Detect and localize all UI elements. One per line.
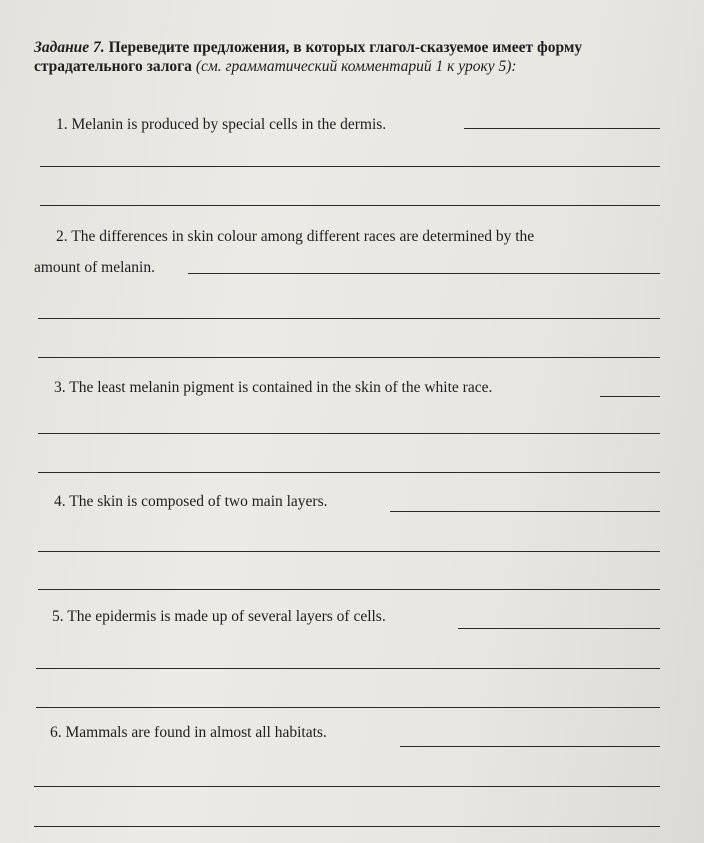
- answer-line[interactable]: [458, 628, 660, 629]
- task-header: [34, 38, 670, 76]
- sentence-6: 6. Mammals are found in almost all habitats.: [50, 724, 327, 741]
- answer-line[interactable]: [390, 511, 660, 512]
- answer-line[interactable]: [38, 357, 660, 358]
- answer-line[interactable]: [38, 551, 660, 552]
- sentence-5: 5. The epidermis is made up of several layers of cells.: [52, 608, 386, 625]
- answer-line[interactable]: [38, 589, 660, 590]
- task-label: Задание 7.: [34, 39, 105, 56]
- answer-line[interactable]: [36, 668, 660, 669]
- sentence-1: 1. Melanin is produced by special cells in the dermis.: [56, 116, 387, 133]
- answer-line[interactable]: [34, 826, 660, 827]
- answer-line[interactable]: [40, 166, 660, 167]
- answer-line[interactable]: [36, 707, 660, 708]
- answer-line[interactable]: [34, 786, 660, 787]
- sentence-2-continued: amount of melanin.: [34, 259, 155, 276]
- answer-line[interactable]: [600, 396, 660, 397]
- sentence-4: 4. The skin is composed of two main layers.: [54, 493, 328, 510]
- answer-line[interactable]: [188, 273, 660, 274]
- answer-line[interactable]: [38, 472, 660, 473]
- sentence-3: 3. The least melanin pigment is contained in the skin of the white race.: [54, 379, 493, 396]
- sentence-2: 2. The differences in skin colour among different races are determined by the: [56, 228, 535, 245]
- task-note: (см. грамматический комментарий 1 к уроку 5):: [195, 58, 517, 75]
- answer-line[interactable]: [38, 318, 660, 319]
- task-instruction: Переведите предложения, в которых глагол-сказуемое имеет форму страдательного залога: [34, 39, 583, 75]
- answer-line[interactable]: [400, 746, 660, 747]
- answer-line[interactable]: [40, 205, 660, 206]
- answer-line[interactable]: [464, 128, 660, 129]
- answer-line[interactable]: [38, 433, 660, 434]
